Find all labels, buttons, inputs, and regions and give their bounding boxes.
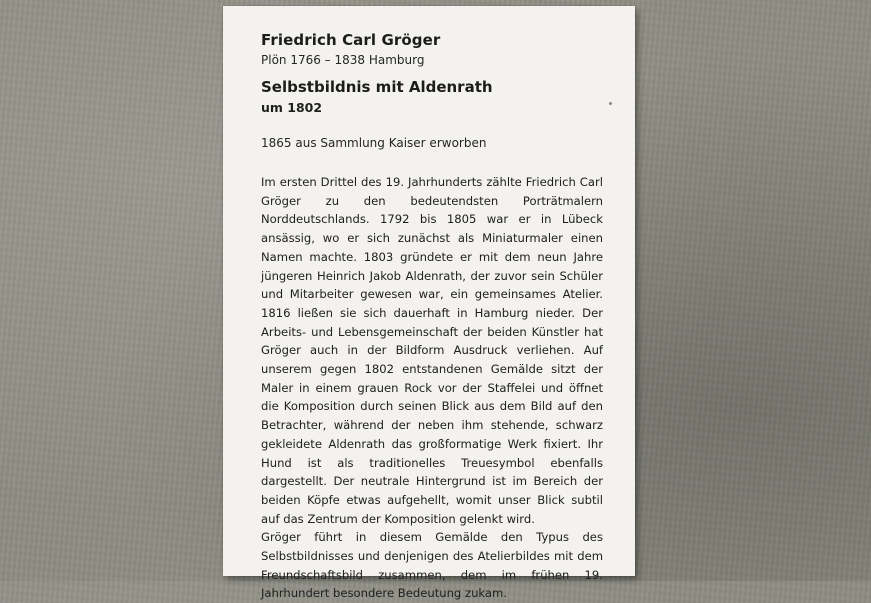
description-paragraph-1: Im ersten Drittel des 19. Jahrhunderts zählte Friedrich Carl Gröger zu den bedeutendsten Porträtmalern Norddeutschlands. 1792 bis 1805 war er in Lübeck ansässig, wo er sich zunächst als Miniaturmaler einen Namen machte. 1803 gründete er mit dem neun Jahre jüngeren Heinrich Jakob Aldenrath, der zuvor sein Schüler und Mitarbeiter gewesen war, ein gemeinsames Atelier. 1816 ließen sie sich dauerhaft in Hamburg nieder. Der Arbeits- und Lebensgemeinschaft der beiden Künstler hat Gröger auch in der Bildform Ausdruck verliehen. Auf unserem gegen 1802 entstandenen Gemälde sitzt der Maler in einem grauen Rock vor der Staffelei und öffnet die Komposition durch seinen Blick aus dem Bild auf den Betrachter, während der neben ihm stehende, schwarz gekleidete Aldenrath das großformatige Werk fixiert. Ihr Hund ist als traditionelles Treuesymbol ebenfalls dargestellt. Der neutrale Hintergrund ist im Bereich der beiden Köpfe etwas aufgehellt, womit unser Blick subtil auf das Zentrum der Komposition gelenkt wird. bbox=[261, 175, 603, 526]
description-text bbox=[261, 173, 603, 603]
museum-label-card bbox=[223, 6, 635, 601]
artist-life-dates: Plön 1766 – 1838 Hamburg bbox=[261, 53, 425, 67]
provenance-note: 1865 aus Sammlung Kaiser erworben bbox=[261, 136, 487, 150]
artist-name: Friedrich Carl Gröger bbox=[261, 31, 441, 49]
artwork-date: um 1802 bbox=[261, 100, 323, 115]
description-paragraph-2: Gröger führt in diesem Gemälde den Typus des Selbstbildnisses und denjenigen des Atelierbildes mit dem Freundschaftsbild zusammen, dem im frühen 19. Jahrhundert besondere Bedeutung zukam. bbox=[261, 530, 603, 601]
artwork-title: Selbstbildnis mit Aldenrath bbox=[261, 78, 493, 96]
pin-hole bbox=[609, 102, 612, 105]
